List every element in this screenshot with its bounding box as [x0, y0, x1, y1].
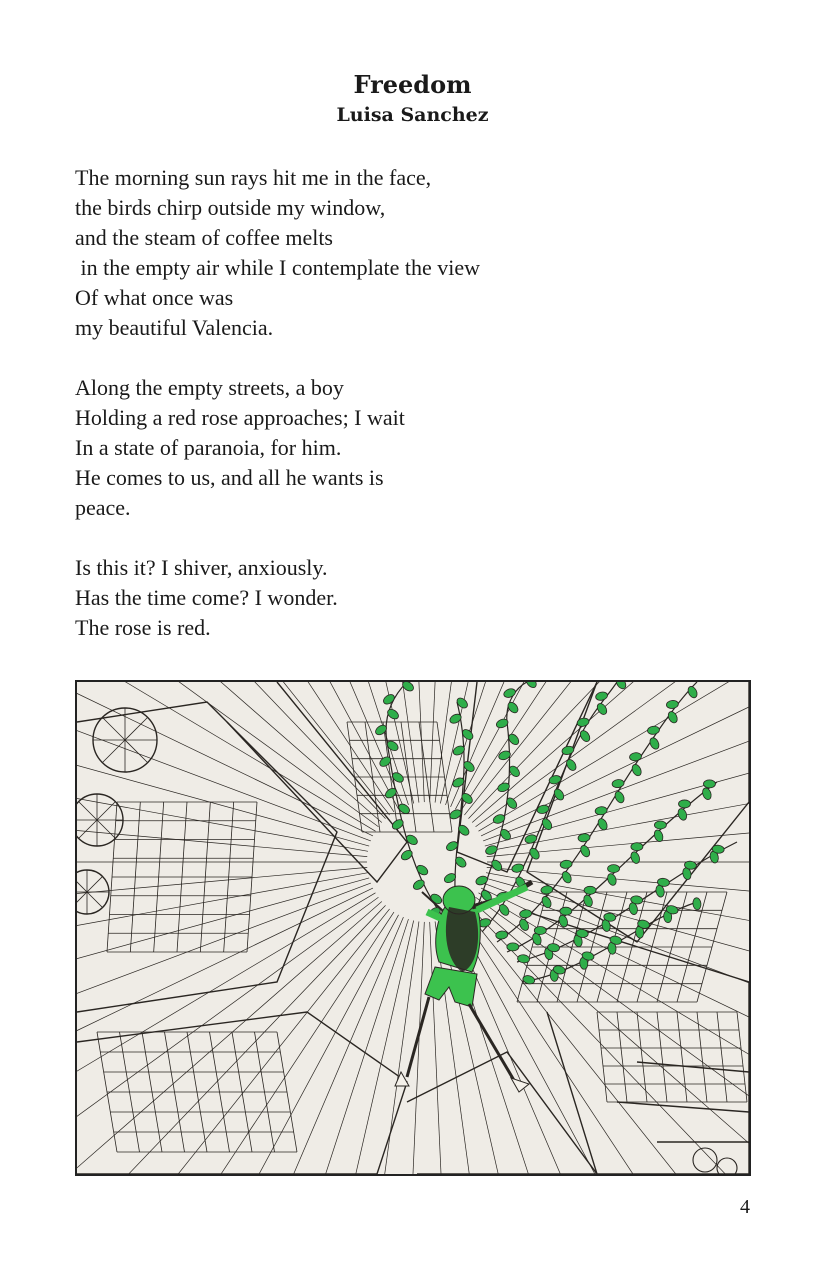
poem-line: He comes to us, and all he wants is — [75, 465, 384, 490]
illustration-city-vines — [77, 682, 749, 1174]
stanza-1 — [75, 163, 755, 343]
poem-line: peace. — [75, 495, 131, 520]
stanza-break — [75, 343, 755, 373]
stanza-break — [75, 523, 755, 553]
poem-title: Freedom — [353, 70, 472, 99]
poem-line: The rose is red. — [75, 615, 211, 640]
poem-body — [75, 163, 755, 643]
poem-line: Of what once was — [75, 285, 234, 310]
stanza-3 — [75, 553, 755, 643]
poem-line: and the steam of coffee melts — [75, 225, 333, 250]
poem-line: in the empty air while I contemplate the view — [75, 255, 481, 280]
page-number: 4 — [740, 1196, 750, 1218]
poem-line: The morning sun rays hit me in the face, — [75, 165, 432, 190]
poem-author: Luisa Sanchez — [336, 104, 489, 126]
poem-line: Holding a red rose approaches; I wait — [75, 405, 405, 430]
poem-line: Along the empty streets, a boy — [75, 375, 344, 400]
poem-line: In a state of paranoia, for him. — [75, 435, 342, 460]
poem-line: the birds chirp outside my window, — [75, 195, 386, 220]
poem-line: Is this it? I shiver, anxiously. — [75, 555, 328, 580]
stanza-2 — [75, 373, 755, 523]
poem-line: my beautiful Valencia. — [75, 315, 274, 340]
poem-line: Has the time come? I wonder. — [75, 585, 338, 610]
illustration-frame — [75, 680, 751, 1176]
